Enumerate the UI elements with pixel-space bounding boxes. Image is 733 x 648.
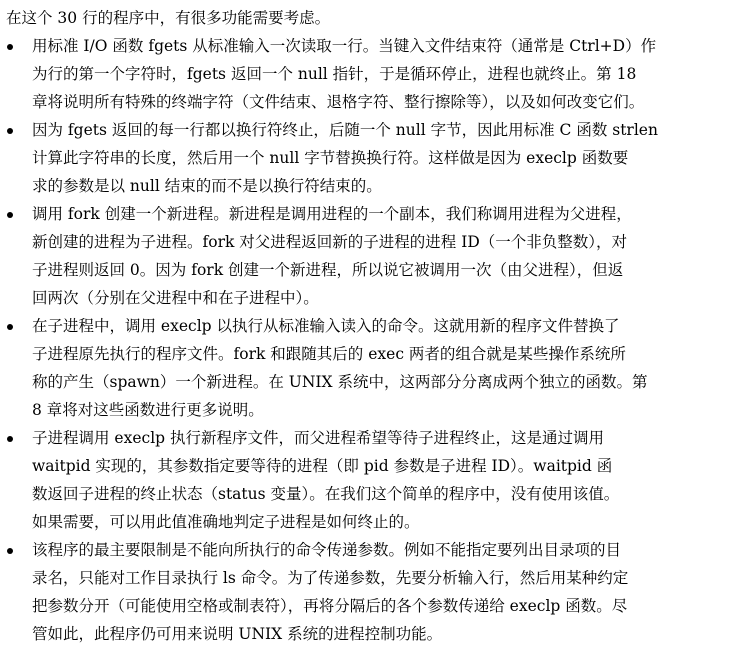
text-line: 用标准 I/O 函数 fgets 从标准输入一次读取一行。当键入文件结束符（通常是 Ctrl+D）作	[32, 37, 657, 55]
text-line: 该程序的最主要限制是不能向所执行的命令传递参数。例如不能指定要列出目录项的目	[32, 541, 622, 559]
text-line: 数返回子进程的终止状态（status 变量）。在我们这个简单的程序中，没有使用该值。	[32, 485, 620, 503]
text-line: 新创建的进程为子进程。fork 对父进程返回新的子进程的进程 ID（一个非负整数），对	[32, 233, 628, 251]
text-line: waitpid 实现的，其参数指定要等待的进程（即 pid 参数是子进程 ID）。waitpid 函	[32, 457, 613, 475]
text-line: 求的参数是以 null 结束的而不是以换行符结束的。	[32, 177, 382, 195]
text-line: 为行的第一个字符时，fgets 返回一个 null 指针，于是循环停止，进程也就终止。第 18	[32, 65, 637, 83]
text-line: 章将说明所有特殊的终端字符（文件结束、退格字符、整行擦除等），以及如何改变它们。	[32, 93, 645, 111]
bullet-dot-icon	[7, 548, 13, 554]
text-line: 录名，只能对工作目录执行 ls 命令。为了传递参数，先要分析输入行，然后用某种约定	[32, 569, 629, 587]
text-line: 因为 fgets 返回的每一行都以换行符终止，后随一个 null 字节，因此用标准 C 函数 strlen	[32, 121, 658, 139]
text-line: 回两次（分别在父进程中和在子进程中）。	[32, 289, 319, 307]
text-line: 子进程原先执行的程序文件。fork 和跟随其后的 exec 两者的组合就是某些操作系统所	[32, 345, 626, 363]
text-line: 计算此字符串的长度，然后用一个 null 字节替换换行符。这样做是因为 execlp 函数要	[32, 149, 629, 167]
text-line: 把参数分开（可能使用空格或制表符），再将分隔后的各个参数传递给 execlp 函数。尽	[32, 597, 628, 615]
bullet-list	[0, 32, 733, 648]
list-item	[0, 32, 727, 116]
text-line: 子进程调用 execlp 执行新程序文件，而父进程希望等待子进程终止，这是通过调用	[32, 429, 605, 447]
text-line: 子进程则返回 0。因为 fork 创建一个新进程，所以说它被调用一次（由父进程），但返	[32, 261, 624, 279]
bullet-dot-icon	[7, 128, 13, 134]
list-item	[0, 536, 727, 648]
list-item	[0, 200, 727, 312]
bullet-dot-icon	[7, 436, 13, 442]
text-line: 在子进程中，调用 execlp 以执行从标准输入读入的命令。这就用新的程序文件替换了	[32, 317, 620, 335]
bullet-dot-icon	[7, 212, 13, 218]
text-line: 8 章将对这些函数进行更多说明。	[32, 401, 264, 419]
text-line: 管如此，此程序仍可用来说明 UNIX 系统的进程控制功能。	[32, 625, 443, 643]
list-item	[0, 312, 727, 424]
bullet-dot-icon	[7, 324, 13, 330]
text-line: 调用 fork 创建一个新进程。新进程是调用进程的一个副本，我们称调用进程为父进程，	[32, 205, 632, 223]
text-line: 如果需要，可以用此值准确地判定子进程是如何终止的。	[32, 513, 420, 531]
list-item	[0, 116, 727, 200]
intro-paragraph: 在这个 30 行的程序中，有很多功能需要考虑。	[6, 9, 331, 27]
list-item	[0, 424, 727, 536]
bullet-dot-icon	[7, 44, 13, 50]
text-line: 称的产生（spawn）一个新进程。在 UNIX 系统中，这两部分分离成两个独立的函数。第	[32, 373, 648, 391]
